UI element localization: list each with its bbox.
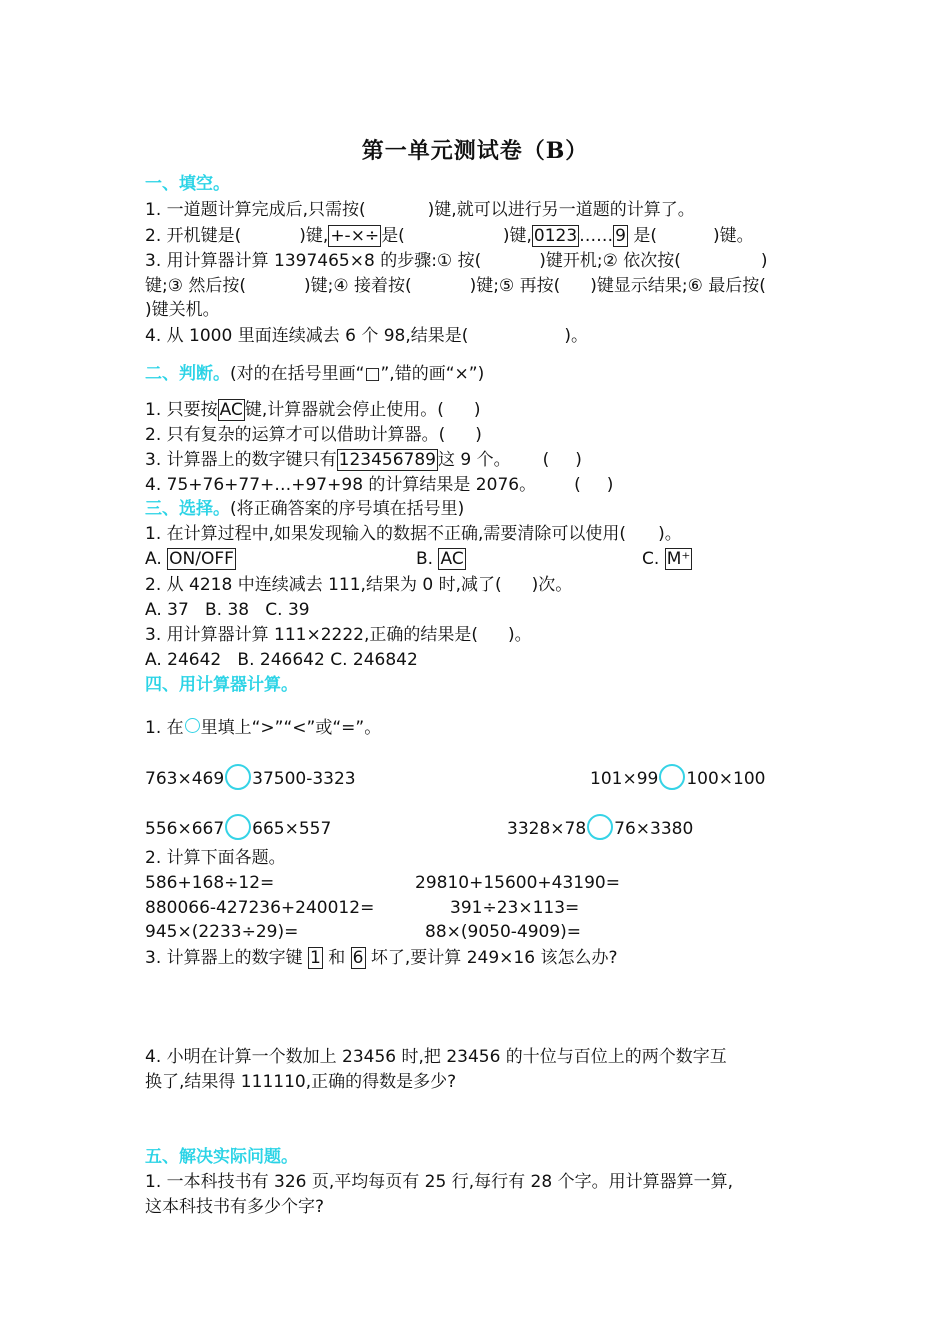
compare-circle[interactable] bbox=[225, 814, 251, 840]
choice-1-option-a: A. ON/OFF bbox=[145, 549, 234, 569]
fill-question-3: 3. 用计算器计算 1397465×8 的步骤:① 按( )键开机;② 依次按( ) bbox=[145, 251, 768, 271]
choice-2-options: A. 37 B. 38 C. 39 bbox=[145, 600, 310, 620]
choice-1-option-b: B. AC bbox=[416, 549, 464, 569]
compare-item-1: 763×469 37500-3323 bbox=[145, 764, 356, 791]
calc-expression: 945×(2233÷29)= bbox=[145, 922, 299, 942]
swap-digits-question: 4. 小明在计算一个数加上 23456 时,把 23456 的十位与百位上的两个数字互 bbox=[145, 1047, 727, 1067]
section-4-heading: 四、用计算器计算。 bbox=[145, 675, 298, 695]
judge-question-1: 1. 只要按 AC 键,计算器就会停止使用。( ) bbox=[145, 400, 481, 420]
page-title: 第一单元测试卷（B） bbox=[361, 138, 589, 164]
compare-item-4: 3328×78 76×3380 bbox=[507, 814, 693, 841]
judge-question-3: 3. 计算器上的数字键只有 123456789 这 9 个。 ( ) bbox=[145, 450, 582, 470]
calc-expression: 880066-427236+240012= bbox=[145, 898, 375, 918]
compare-instruction: 1. 在 里填上“>”“<”或“=”。 bbox=[145, 718, 382, 738]
calc-expression: 29810+15600+43190= bbox=[415, 873, 620, 893]
circle-icon bbox=[185, 718, 200, 733]
choice-question-2: 2. 从 4218 中连续减去 111,结果为 0 时,减了( )次。 bbox=[145, 575, 573, 595]
calc-expression: 88×(9050-4909)= bbox=[425, 922, 582, 942]
fill-question-4: 4. 从 1000 里面连续减去 6 个 98,结果是( )。 bbox=[145, 326, 589, 346]
digit-key-9: 9 bbox=[615, 226, 626, 246]
calc-instruction: 2. 计算下面各题。 bbox=[145, 848, 286, 868]
word-problem-1: 1. 一本科技书有 326 页,平均每页有 25 行,每行有 28 个字。用计算器算一算, bbox=[145, 1172, 733, 1192]
compare-circle[interactable] bbox=[659, 764, 685, 790]
ac-key: AC bbox=[440, 549, 464, 569]
judge-question-4: 4. 75+76+77+…+97+98 的计算结果是 2076。 ( ) bbox=[145, 475, 614, 495]
compare-circle[interactable] bbox=[587, 814, 613, 840]
choice-question-1: 1. 在计算过程中,如果发现输入的数据不正确,需要清除可以使用( )。 bbox=[145, 524, 682, 544]
compare-circle[interactable] bbox=[225, 764, 251, 790]
calc-expression: 586+168÷12= bbox=[145, 873, 275, 893]
operator-keys: +-×÷ bbox=[330, 226, 380, 246]
fill-question-1: 1. 一道题计算完成后,只需按( )键,就可以进行另一道题的计算了。 bbox=[145, 200, 695, 220]
fill-question-3-cont: 键;③ 然后按( )键;④ 接着按( )键;⑤ 再按( )键显示结果;⑥ 最后按( bbox=[145, 276, 766, 296]
section-3-heading: 三、选择。(将正确答案的序号填在括号里) bbox=[145, 499, 465, 519]
digit-keys: 0123 bbox=[533, 226, 578, 246]
calc-expression: 391÷23×113= bbox=[450, 898, 580, 918]
swap-digits-question-cont: 换了,结果得 111110,正确的得数是多少? bbox=[145, 1072, 457, 1092]
choice-1-option-c: C. M⁺ bbox=[642, 549, 691, 569]
choice-3-options: A. 24642 B. 246642 C. 246842 bbox=[145, 650, 418, 670]
section-1-heading: 一、填空。 bbox=[145, 174, 230, 194]
m-plus-key: M⁺ bbox=[666, 549, 691, 569]
compare-item-3: 556×667 665×557 bbox=[145, 814, 331, 841]
broken-keys-question: 3. 计算器上的数字键 1 和 6 坏了,要计算 249×16 该怎么办? bbox=[145, 948, 618, 968]
digit-key-1: 1 bbox=[310, 948, 321, 968]
section-5-heading: 五、解决实际问题。 bbox=[145, 1147, 298, 1167]
compare-item-2: 101×99 100×100 bbox=[590, 764, 765, 791]
ac-key: AC bbox=[219, 400, 243, 420]
fill-question-2: 2. 开机键是( )键, +-×÷ 是( )键, 0123 …… 9 是( )键。 bbox=[145, 226, 754, 246]
digit-key-6: 6 bbox=[352, 948, 364, 968]
digit-keys-1-9: 123456789 bbox=[338, 450, 436, 470]
fill-question-3-end: )键关机。 bbox=[145, 300, 220, 320]
word-problem-1-cont: 这本科技书有多少个字? bbox=[145, 1197, 325, 1217]
judge-question-2: 2. 只有复杂的运算才可以借助计算器。( ) bbox=[145, 425, 482, 445]
on-off-key: ON/OFF bbox=[169, 549, 234, 569]
section-2-heading: 二、判断。(对的在括号里画“□”,错的画“×”) bbox=[145, 364, 485, 384]
choice-question-3: 3. 用计算器计算 111×2222,正确的结果是( )。 bbox=[145, 625, 532, 645]
